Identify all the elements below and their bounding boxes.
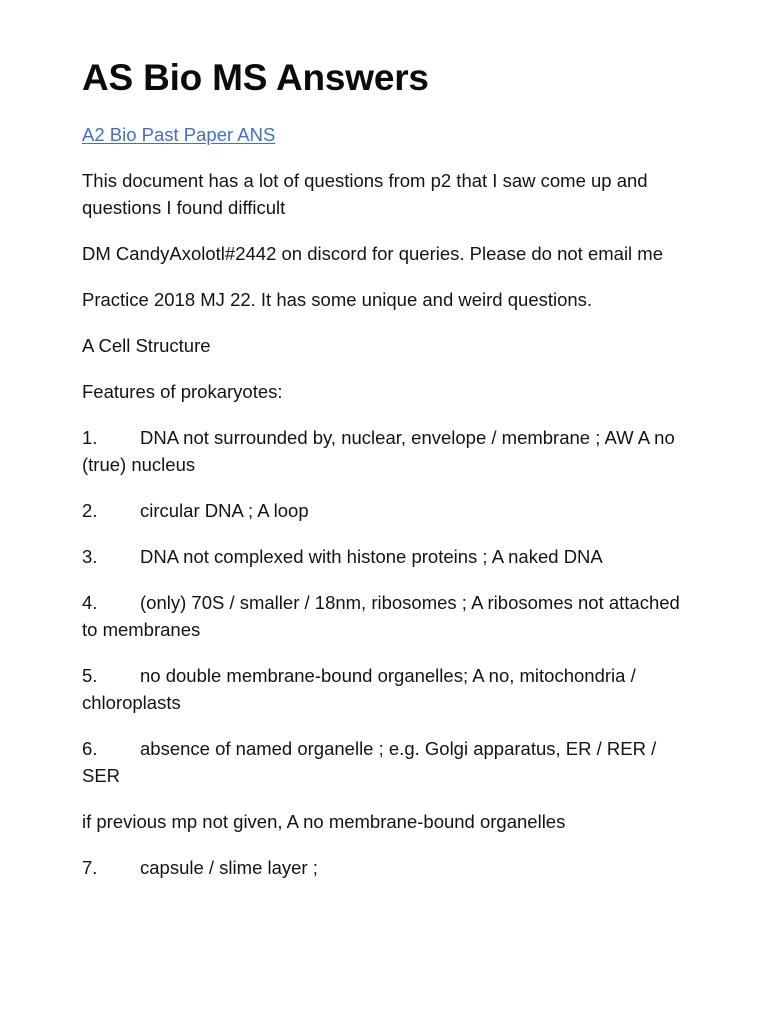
- marking-point-number: 2.: [82, 500, 98, 521]
- marking-point: [82, 662, 692, 716]
- marking-point-number: 1.: [82, 427, 98, 448]
- marking-point: [82, 543, 692, 570]
- note-paragraph: if previous mp not given, A no membrane-bound organelles: [82, 811, 566, 832]
- section-heading: A Cell Structure: [82, 335, 211, 356]
- document-title: AS Bio MS Answers: [82, 57, 429, 98]
- marking-point: [82, 735, 692, 789]
- intro-paragraph: This document has a lot of questions from p2 that I saw come up and questions I found difficult: [82, 170, 648, 218]
- marking-point: [82, 424, 692, 478]
- practice-paragraph: Practice 2018 MJ 22. It has some unique and weird questions.: [82, 289, 593, 310]
- marking-point: [82, 854, 692, 881]
- marking-point-text: capsule / slime layer ;: [140, 857, 318, 878]
- list-heading: Features of prokaryotes:: [82, 381, 283, 402]
- marking-point-number: 5.: [82, 665, 98, 686]
- marking-point: [82, 497, 692, 524]
- marking-point-text: DNA not surrounded by, nuclear, envelope / membrane ; AW A no (true) nucleus: [82, 427, 675, 475]
- marking-point-text: absence of named organelle ; e.g. Golgi apparatus, ER / RER / SER: [82, 738, 657, 786]
- past-paper-link[interactable]: A2 Bio Past Paper ANS: [82, 124, 276, 145]
- marking-point-number: 6.: [82, 738, 98, 759]
- marking-point-text: no double membrane-bound organelles; A no, mitochondria / chloroplasts: [82, 665, 636, 713]
- marking-point: [82, 589, 692, 643]
- marking-point-number: 7.: [82, 857, 98, 878]
- marking-point-number: 4.: [82, 592, 98, 613]
- document-page: [82, 56, 692, 900]
- marking-point-text: circular DNA ; A loop: [140, 500, 309, 521]
- marking-point-number: 3.: [82, 546, 98, 567]
- marking-point-text: DNA not complexed with histone proteins ; A naked DNA: [140, 546, 603, 567]
- contact-paragraph: DM CandyAxolotl#2442 on discord for queries. Please do not email me: [82, 243, 664, 264]
- marking-point-text: (only) 70S / smaller / 18nm, ribosomes ; A ribosomes not attached to membranes: [82, 592, 680, 640]
